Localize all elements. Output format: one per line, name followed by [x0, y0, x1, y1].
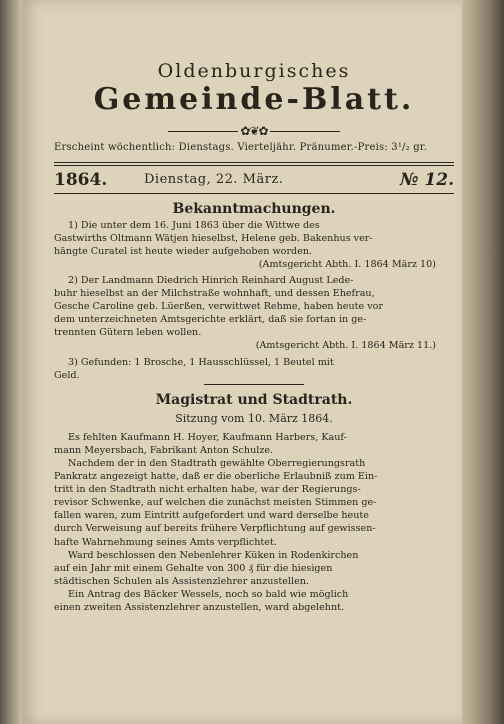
text-line: trennten Gütern leben wollen. [54, 327, 202, 339]
masthead-subtitle: Oldenburgisches [157, 60, 351, 82]
text-line: mann Meyersbach, Fabrikant Anton Schulze. [54, 445, 274, 457]
ornament-divider: ✿❦✿ [54, 124, 454, 138]
magistrate-paragraph-2 [54, 457, 454, 549]
text-line: Nachdem der in den Stadtrath gewählte Oberregierungsrath [68, 458, 366, 469]
text-line: buhr hieselbst an der Milchstraße wohnhaft, und dessen Ehefrau, [54, 288, 375, 300]
masthead-title: Gemeinde-Blatt. [93, 82, 415, 117]
text-line: Ward beschlossen den Nebenlehrer Küken in Rodenkirchen [68, 550, 359, 561]
top-rule [54, 162, 454, 163]
text-line: dem unterzeichneten Amtsgerichte erklärt, daß sie fortan in ge- [54, 314, 367, 326]
session-date: Sitzung vom 10. März 1864. [175, 412, 333, 425]
publication-info: Erscheint wöchentlich: Dienstags. Vierteljähr. Pränumer.-Preis: 3¹/₂ gr. [54, 142, 428, 153]
issue-date: Dienstag, 22. März. [144, 172, 284, 187]
text-line: Ein Antrag des Bäcker Wessels, noch so bald wie möglich [68, 589, 349, 600]
text-line: 3) Gefunden: 1 Brosche, 1 Hausschlüssel, 1 Beutel mit [68, 357, 334, 368]
issue-number: № 12. [400, 170, 454, 190]
text-line: städtischen Schulen als Assistenzlehrer anzustellen. [54, 576, 309, 588]
text-line: revisor Schwenke, auf welchen die zunächst meisten Stimmen ge- [54, 497, 377, 509]
text-line: 1) Die unter dem 16. Juni 1863 über die Wittwe des [68, 220, 320, 231]
announcement-3 [54, 356, 454, 382]
magistrate-paragraph-1 [54, 431, 454, 457]
text-line: Gesche Caroline geb. Lüerßen, verwittwet Rehme, haben heute vor [54, 301, 384, 313]
text-line: 2) Der Landmann Diedrich Hinrich Reinhard August Lede- [68, 275, 354, 286]
text-line: Gastwirths Oltmann Wätjen hieselbst, Helene geb. Bakenhus ver- [54, 233, 373, 245]
book-binding-edge [0, 0, 22, 724]
top-rule-double [54, 165, 454, 166]
announcement-1 [54, 219, 454, 271]
text-line: hängte Curatel ist heute wieder aufgehoben worden. [54, 246, 313, 258]
text-line: hafte Wahrnehmung seines Amts verpflichtet. [54, 536, 277, 548]
text-line: fallen waren, zum Eintritt aufgefordert und ward derselbe heute [54, 510, 369, 522]
issue-year: 1864. [54, 170, 108, 190]
newspaper-page [22, 0, 462, 724]
text-line: auf ein Jahr mit einem Gehalte von 300 ₰ für die hiesigen [54, 563, 333, 575]
text-line: Pankratz angezeigt hatte, daß er die oberliche Erlaubniß zum Ein- [54, 471, 378, 483]
magistrate-paragraph-3 [54, 549, 454, 588]
text-line: Es fehlten Kaufmann H. Hoyer, Kaufmann Harbers, Kauf- [68, 432, 347, 443]
issue-dateline [54, 170, 454, 190]
announcement-2 [54, 274, 454, 353]
dateline-rule [54, 193, 454, 194]
text-line: tritt in den Stadtrath nicht erhalten habe, war der Regierungs- [54, 484, 361, 496]
magistrate-paragraph-4 [54, 588, 454, 614]
text-line: Geld. [54, 370, 80, 382]
source-line: (Amtsgericht Abth. I. 1864 März 10) [258, 259, 436, 271]
text-line: durch Verweisung auf bereits frühere Verpflichtung auf gewissen- [54, 523, 376, 535]
section-title-announcements: Bekanntmachungen. [172, 201, 336, 217]
section-divider [204, 384, 304, 385]
source-line: (Amtsgericht Abth. I. 1864 März 11.) [255, 340, 436, 352]
text-line: einen zweiten Assistenzlehrer anzustellen, ward abgelehnt. [54, 602, 345, 614]
section-title-magistrate: Magistrat und Stadtrath. [155, 392, 353, 408]
